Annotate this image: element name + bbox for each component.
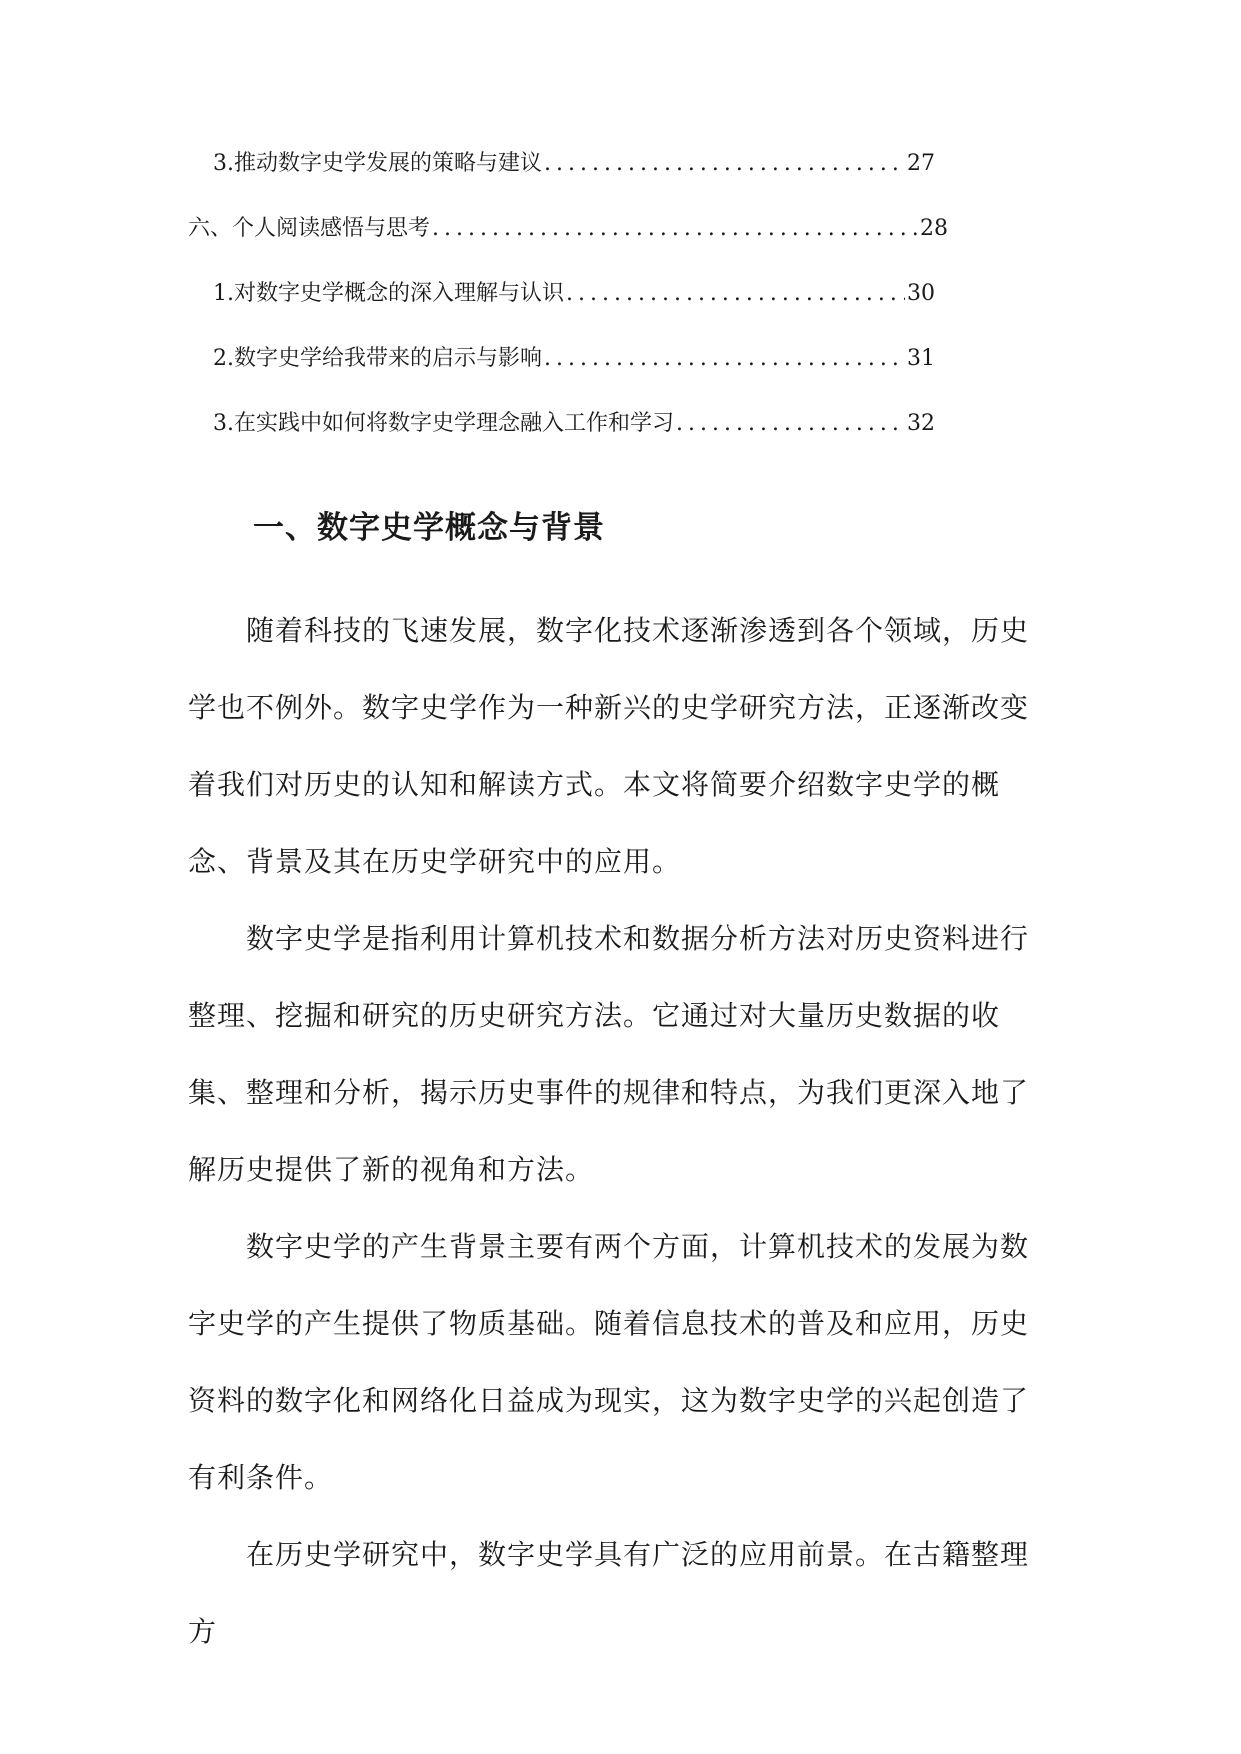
toc-entry-title: 推动数字史学发展的策略与建议 (234, 151, 543, 176)
toc-entry-title: 六、个人阅读感悟与思考 (188, 216, 431, 241)
toc-entry[interactable] (188, 406, 948, 471)
body-paragraph: 数字史学是指利用计算机技术和数据分析方法对历史资料进行整理、挖掘和研究的历史研究方法。它通过对大量历史数据的收集、整理和分析，揭示历史事件的规律和特点，为我们更深入地了解历史提供了新的视角和方法。 (188, 922, 1030, 1186)
toc-entry-title: 数字史学给我带来的启示与影响 (234, 346, 543, 371)
toc-entry-title: 在实践中如何将数字史学理念融入工作和学习 (234, 411, 675, 436)
table-of-contents (188, 146, 948, 471)
toc-entry-number: 3. (213, 151, 234, 176)
toc-entry-page: 30 (907, 281, 935, 306)
toc-dot-leader (566, 281, 905, 306)
toc-entry-number: 1. (213, 281, 234, 306)
body-paragraph: 在历史学研究中，数字史学具有广泛的应用前景。在古籍整理方 (188, 1538, 1030, 1648)
toc-entry[interactable] (188, 146, 948, 211)
section-body (188, 592, 1054, 1670)
toc-entry-page: 32 (907, 411, 935, 436)
toc-entry-page: 31 (907, 346, 935, 371)
toc-entry-number: 2. (213, 346, 234, 371)
toc-dot-leader (544, 346, 905, 371)
toc-entry[interactable] (188, 341, 948, 406)
body-paragraph: 数字史学的产生背景主要有两个方面，计算机技术的发展为数字史学的产生提供了物质基础。随着信息技术的普及和应用，历史资料的数字化和网络化日益成为现实，这为数字史学的兴起创造了有利条件。 (188, 1230, 1030, 1494)
toc-entry[interactable] (188, 276, 948, 341)
toc-dot-leader (432, 216, 918, 241)
toc-entry-page: 28 (920, 216, 948, 241)
body-paragraph: 随着科技的飞速发展，数字化技术逐渐渗透到各个领域，历史学也不例外。数字史学作为一种新兴的史学研究方法，正逐渐改变着我们对历史的认知和解读方式。本文将简要介绍数字史学的概念、背景及其在历史学研究中的应用。 (188, 614, 1030, 878)
toc-dot-leader (676, 411, 905, 436)
toc-entry[interactable] (188, 211, 948, 276)
section-heading: 一、数字史学概念与背景 (253, 510, 605, 546)
toc-dot-leader (544, 151, 905, 176)
toc-entry-page: 27 (907, 151, 935, 176)
toc-entry-number: 3. (213, 411, 234, 436)
toc-entry-title: 对数字史学概念的深入理解与认识 (234, 281, 565, 306)
